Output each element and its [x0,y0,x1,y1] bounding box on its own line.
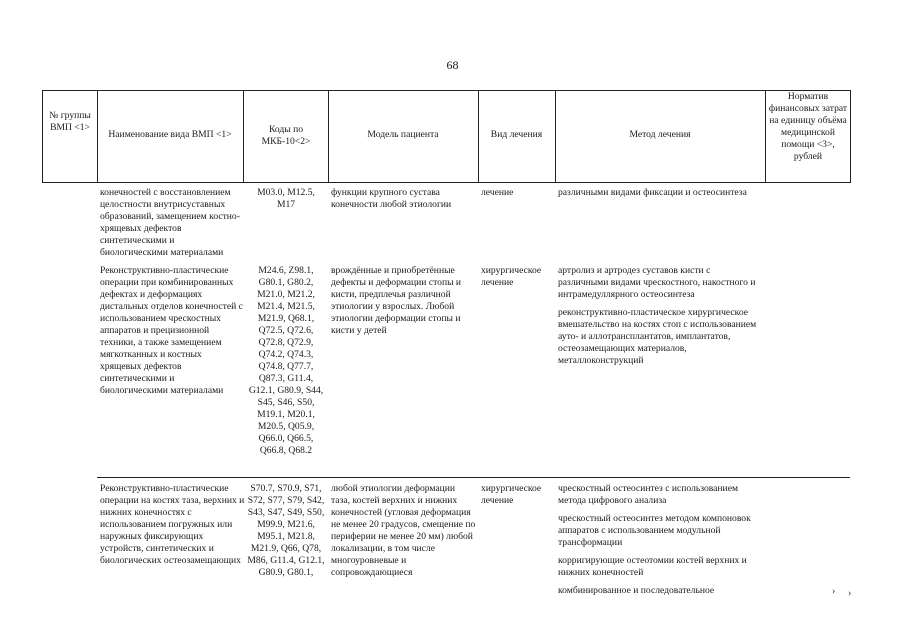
row1-treatment-method [558,187,763,205]
treatment-method-item: реконструктивно-пластическое хирургическое вмешательство на костях стоп с использованием ауто- и аллотрансплантатов, имплантатов, остеозамещающих материалов, металлоконструкций [558,307,757,366]
row3-treatment-method [558,483,763,603]
row2-icd-codes: M24.6, Z98.1, G80.1, G80.2, M21.0, M21.2, M21.4, M21.5, M21.9, Q68.1, Q72.5, Q72.6, Q72.8, Q72.9, Q74.2, Q74.3, Q74.8, Q77.7, Q87.3, G11.4, G12.1, G80.9, S44, S45, S46, S50, M19.1, M20.1, M20.5, Q05.9, Q66.0, Q66.5, Q66.8, Q68.2 [248,265,324,456]
treatment-method-item: комбинированное и последовательное [558,585,715,596]
row1-treatment-type: лечение [481,187,514,198]
row2-treatment-type: хирургическое лечение [481,265,542,288]
header-vmp-type: Наименование вида ВМП <1> [108,129,232,140]
table-col-divider [478,90,479,183]
page-number: 68 [446,58,459,72]
row2-vmp-name: Реконструктивно-пластические операции при комбинированных дефектах и деформациях дистальных отделов конечностей с использованием чрескостных аппаратов и прецизионной техники, а также замещением мягкотканных и костных хрящевых дефектов синтетическими и биологическими материалами [100,265,243,396]
row3-treatment-type: хирургическое лечение [481,483,542,506]
table-col-divider [97,90,98,183]
treatment-method-item: различными видами фиксации и остеосинтеза [558,187,747,198]
margin-mark: › [848,588,852,599]
header-patient-model: Модель пациента [367,129,439,140]
table-col-divider [243,90,244,183]
table-col-divider [555,90,556,183]
header-treatment-type: Вид лечения [490,129,543,140]
header-cost-standard: Норматив финансовых затрат на единицу объёма медицинской помощи <3>, рублей [768,91,848,162]
margin-mark: › [832,586,836,597]
row3-vmp-name: Реконструктивно-пластические операции на костях таза, верхних и нижних конечностях с использованием погружных или наружных фиксирующих устройств, синтетических и биологических остеозамещающих [100,483,245,566]
row2-patient-model: врождённые и приобретённые дефекты и деформации стопы и кисти, предплечья различной этиологии у взрослых. Любой этиологии деформации стопы и кисти у детей [331,265,462,336]
row2-treatment-method [558,265,763,373]
treatment-method-item: чрескостный остеосинтез с использованием метода цифрового анализа [558,483,739,506]
table-border-top [42,90,850,91]
header-treatment-method: Метод лечения [629,129,691,140]
header-icd-codes: Коды по МКБ-10<2> [261,124,311,147]
row1-vmp-name: конечностей с восстановлением целостности внутрисуставных образований, замещением костно-хрящевых дефектов синтетическими и биологическими материалами [100,187,240,258]
table-border-left [42,90,43,183]
row3-patient-model: любой этиологии деформации таза, костей верхних и нижних конечностей (угловая деформация не менее 20 градусов, смещение по периферии не менее 20 мм) любой локализации, в том числе многоуровневые и сопровождающиеся [331,483,476,578]
header-group-number: № группы ВМП <1> [49,110,91,133]
table-col-divider [765,90,766,183]
treatment-method-item: артролиз и артродез суставов кисти с различными видами чрескостного, накостного и интрамедуллярного остеосинтеза [558,265,756,300]
row1-icd-codes: M03.0, M12.5, M17 [257,187,315,210]
treatment-method-item: корригирующие остеотомии костей верхних и нижних конечностей [558,555,747,578]
row1-patient-model: функции крупного сустава конечности любой этиологии [331,187,452,210]
row-divider [97,477,850,478]
table-col-divider [328,90,329,183]
row3-icd-codes: S70.7, S70.9, S71, S72, S77, S79, S42, S43, S47, S49, S50, M99.9, M21.6, M95.1, M21.8, M21.9, Q66, Q78, M86, G11.4, G12.1, G80.9, G80.1, [247,483,325,578]
table-border-right [850,90,851,183]
treatment-method-item: чрескостный остеосинтез методом компоновок аппаратов с использованием модульной трансформации [558,513,751,548]
header-bottom-rule [42,182,850,183]
